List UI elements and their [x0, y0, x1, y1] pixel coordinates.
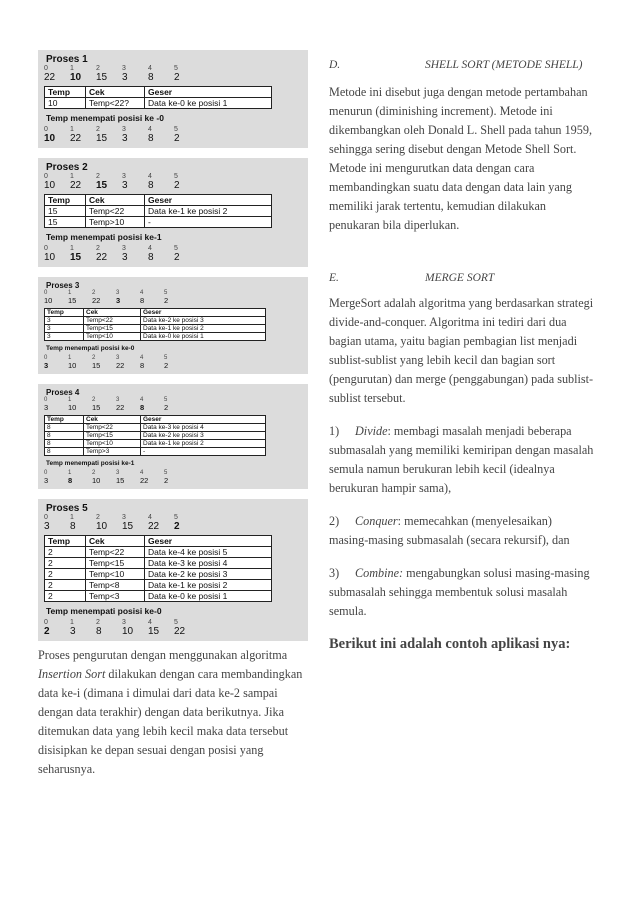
table-cell: Temp<10: [84, 333, 141, 341]
array-cell: 2: [164, 361, 169, 370]
array-cell: 10: [44, 180, 56, 191]
array-cell: 10: [70, 72, 82, 83]
index-cell: 5: [164, 355, 168, 361]
table-cell: 2: [45, 547, 86, 558]
table-row: [45, 325, 266, 333]
table-cell: Data ke-3 ke posisi 4: [141, 424, 266, 432]
index-cell: 1: [70, 65, 74, 72]
index-cell: 3: [122, 126, 126, 133]
array-cell: 15: [96, 72, 108, 83]
table-cell: 2: [45, 569, 86, 580]
array-cell: 22: [140, 476, 149, 485]
index-cell: 2: [96, 173, 100, 180]
process-note: Temp menempati posisi ke -0: [46, 113, 164, 123]
table-row: [45, 206, 272, 217]
index-cell: 5: [164, 290, 168, 296]
array-cell: 3: [44, 521, 50, 532]
index-cell: 2: [96, 126, 100, 133]
index-cell: 5: [164, 397, 168, 403]
table-cell: Data ke-0 ke posisi 1: [145, 591, 272, 602]
table-cell: Temp>10: [86, 217, 145, 228]
array-row: [44, 403, 302, 412]
index-cell: 1: [68, 397, 72, 403]
index-row: [44, 173, 302, 180]
table-header: Temp: [45, 87, 86, 98]
table-cell: Temp<22?: [86, 98, 145, 109]
table-cell: Data ke-1 ke posisi 2: [145, 206, 272, 217]
array-cell: 10: [44, 296, 53, 305]
index-cell: 5: [174, 514, 178, 521]
table-cell: Temp<22: [84, 317, 141, 325]
process-title: Proses 5: [46, 503, 88, 514]
array-cell: 15: [122, 521, 134, 532]
process-title: Proses 2: [46, 162, 88, 173]
step-combine: [329, 564, 594, 621]
table-row: [45, 333, 266, 341]
process-figure: [38, 384, 308, 489]
array-row: [44, 252, 302, 263]
index-cell: 2: [96, 65, 100, 72]
process-figure: [38, 277, 308, 374]
array-cell: 22: [116, 361, 125, 370]
step-term: Divide: [355, 424, 388, 438]
section-d-heading: [329, 56, 594, 75]
index-cell: 4: [140, 397, 144, 403]
index-cell: 1: [70, 514, 74, 521]
array-cell: 2: [164, 476, 169, 485]
table-header: Temp: [45, 309, 84, 317]
table-cell: Data ke-2 ke posisi 3: [141, 432, 266, 440]
index-cell: 4: [148, 65, 152, 72]
array-cell: 2: [44, 626, 50, 637]
array-cell: 3: [122, 180, 128, 191]
index-cell: 3: [116, 290, 120, 296]
table-header: Cek: [86, 195, 145, 206]
array-row: [44, 133, 302, 144]
table-header: Temp: [45, 195, 86, 206]
array-cell: 3: [44, 476, 49, 485]
index-cell: 2: [92, 470, 96, 476]
array-row: [44, 180, 302, 191]
table-cell: Data ke-1 ke posisi 2: [145, 580, 272, 591]
array-cell: 10: [68, 361, 77, 370]
table-row: [45, 440, 266, 448]
index-row: [44, 126, 302, 133]
array-row: [44, 476, 302, 485]
array-cell: 10: [68, 403, 77, 412]
table-header: Cek: [86, 87, 145, 98]
process-figure: [38, 499, 308, 641]
array-cell: 15: [148, 626, 160, 637]
table-cell: Temp<22: [86, 206, 145, 217]
table-cell: Data ke-3 ke posisi 4: [145, 558, 272, 569]
array-cell: 22: [92, 296, 101, 305]
index-cell: 4: [148, 619, 152, 626]
paragraph-text: dilakukan dengan cara membandingkan data ke-i (dimana i dimulai dari data ke-2 sampai dengan data terakhir) dengan data berikutnya. Jika ditemukan data yang lebih kecil maka data tersebut disisipkan ke depan sesuai dengan posisi yang seharusnya.: [38, 667, 303, 776]
table-row: [45, 432, 266, 440]
step-text: : membagi masalah menjadi beberapa submasalah yang memiliki kemiripan dengan masalah semula namun berukuran lebih kecil (idealnya berukuran hampir sama),: [329, 424, 594, 495]
table-cell: 2: [45, 591, 86, 602]
insertion-sort-description: [38, 646, 310, 779]
step-number: 1): [329, 424, 340, 438]
process-note: Temp menempati posisi ke-1: [46, 232, 162, 242]
table-row: [45, 98, 272, 109]
process-note: Temp menempati posisi ke-0: [46, 345, 135, 352]
array-cell: 3: [122, 72, 128, 83]
table-cell: Data ke-2 ke posisi 3: [141, 317, 266, 325]
table-header: Geser: [145, 536, 272, 547]
table-row: [45, 317, 266, 325]
index-cell: 0: [44, 470, 48, 476]
section-d-text: Metode ini disebut juga dengan metode pertambahan menurun (diminishing increment). Metode ini dikembangkan oleh Donald L. Shell pada tahun 1959, sehingga sering disebut dengan Metode Shell Sort. Metode ini mengurutkan data dengan cara membandingkan suatu data dengan data lain yang memiliki jarak tertentu, kemudian dilakukan penukaran bila diperlukan.: [329, 85, 592, 232]
process-note: Temp menempati posisi ke-0: [46, 606, 162, 616]
index-cell: 1: [70, 173, 74, 180]
table-cell: Temp<8: [86, 580, 145, 591]
array-row: [44, 296, 302, 305]
step-table: [44, 535, 272, 602]
array-cell: 2: [174, 521, 180, 532]
array-cell: 2: [164, 403, 169, 412]
table-cell: -: [145, 217, 272, 228]
array-cell: 8: [148, 72, 154, 83]
index-row: [44, 65, 302, 72]
table-header: Cek: [84, 309, 141, 317]
process-note: Temp menempati posisi ke-1: [46, 460, 135, 467]
array-row: [44, 72, 302, 83]
array-cell: 8: [140, 296, 145, 305]
table-cell: Temp<10: [84, 440, 141, 448]
array-cell: 2: [174, 133, 180, 144]
array-cell: 3: [44, 403, 49, 412]
array-cell: 15: [116, 476, 125, 485]
table-cell: Temp<3: [86, 591, 145, 602]
index-cell: 5: [164, 470, 168, 476]
table-cell: Temp<15: [84, 325, 141, 333]
table-cell: 3: [45, 317, 84, 325]
index-cell: 1: [70, 245, 74, 252]
index-cell: 2: [96, 514, 100, 521]
table-cell: Data ke-0 ke posisi 1: [141, 333, 266, 341]
array-cell: 8: [148, 252, 154, 263]
table-cell: Data ke-1 ke posisi 2: [141, 325, 266, 333]
table-row: [45, 558, 272, 569]
step-text: mengabungkan solusi masing-masing submasalah sehingga membentuk solusi masalah semula.: [329, 566, 590, 618]
table-cell: Data ke-1 ke posisi 2: [141, 440, 266, 448]
index-cell: 5: [174, 619, 178, 626]
process-figure: [38, 158, 308, 267]
index-cell: 0: [44, 619, 48, 626]
index-row: [44, 245, 302, 252]
index-cell: 5: [174, 245, 178, 252]
table-cell: 2: [45, 580, 86, 591]
index-cell: 3: [122, 514, 126, 521]
step-term: Combine:: [355, 566, 404, 580]
index-cell: 4: [148, 173, 152, 180]
array-cell: 2: [174, 180, 180, 191]
table-cell: 8: [45, 440, 84, 448]
index-cell: 2: [92, 290, 96, 296]
array-cell: 22: [148, 521, 160, 532]
array-cell: 15: [96, 133, 108, 144]
step-number: 3): [329, 566, 340, 580]
index-cell: 3: [122, 173, 126, 180]
index-cell: 1: [70, 619, 74, 626]
array-cell: 2: [164, 296, 169, 305]
index-cell: 3: [122, 619, 126, 626]
index-cell: 4: [140, 470, 144, 476]
array-cell: 10: [44, 133, 56, 144]
table-cell: 8: [45, 424, 84, 432]
array-cell: 22: [96, 252, 108, 263]
array-cell: 3: [70, 626, 76, 637]
array-cell: 10: [92, 476, 101, 485]
array-cell: 10: [44, 252, 56, 263]
table-header: Cek: [86, 536, 145, 547]
process-title: Proses 4: [46, 388, 80, 397]
index-cell: 0: [44, 514, 48, 521]
index-cell: 5: [174, 126, 178, 133]
table-header: Geser: [141, 309, 266, 317]
table-cell: Temp<15: [86, 558, 145, 569]
index-cell: 0: [44, 65, 48, 72]
table-header: Geser: [141, 416, 266, 424]
array-cell: 3: [116, 296, 121, 305]
array-cell: 15: [92, 361, 101, 370]
index-cell: 3: [122, 245, 126, 252]
array-cell: 3: [122, 133, 128, 144]
array-cell: 8: [70, 521, 76, 532]
table-cell: Data ke-0 ke posisi 1: [145, 98, 272, 109]
index-cell: 1: [68, 355, 72, 361]
section-e-heading: [329, 269, 594, 288]
array-cell: 15: [68, 296, 77, 305]
insertion-sort-figures: [38, 50, 308, 651]
table-cell: Temp<15: [84, 432, 141, 440]
table-cell: Data ke-4 ke posisi 5: [145, 547, 272, 558]
array-cell: 15: [96, 180, 108, 191]
step-table: [44, 308, 266, 341]
array-cell: 8: [148, 180, 154, 191]
process-title: Proses 3: [46, 281, 80, 290]
paragraph-text: Proses pengurutan dengan menggunakan algoritma: [38, 648, 288, 662]
table-cell: 8: [45, 432, 84, 440]
index-cell: 4: [140, 355, 144, 361]
table-cell: 10: [45, 98, 86, 109]
array-cell: 2: [174, 72, 180, 83]
table-cell: Temp<22: [86, 547, 145, 558]
table-cell: Temp>3: [84, 448, 141, 456]
index-cell: 5: [174, 65, 178, 72]
array-cell: 8: [148, 133, 154, 144]
step-conquer: [329, 512, 594, 550]
table-cell: 15: [45, 206, 86, 217]
section-label: D.: [329, 59, 341, 71]
index-cell: 3: [122, 65, 126, 72]
array-cell: 15: [70, 252, 82, 263]
step-number: 2): [329, 514, 340, 528]
table-row: [45, 217, 272, 228]
index-cell: 2: [92, 355, 96, 361]
step-text: : memecahkan (menyelesaikan) masing-masing submasalah (secara rekursif), dan: [329, 514, 570, 547]
table-header: Geser: [145, 87, 272, 98]
table-header: Temp: [45, 536, 86, 547]
index-cell: 4: [148, 514, 152, 521]
index-cell: 4: [148, 245, 152, 252]
table-cell: 3: [45, 333, 84, 341]
index-row: [44, 514, 302, 521]
section-label: E.: [329, 272, 339, 284]
index-cell: 3: [116, 355, 120, 361]
array-row: [44, 361, 302, 370]
table-cell: 3: [45, 325, 84, 333]
table-row: [45, 580, 272, 591]
table-cell: -: [141, 448, 266, 456]
step-table: [44, 415, 266, 456]
array-cell: 8: [96, 626, 102, 637]
table-cell: Data ke-2 ke posisi 3: [145, 569, 272, 580]
index-cell: 3: [116, 470, 120, 476]
index-cell: 1: [70, 126, 74, 133]
table-header: Temp: [45, 416, 84, 424]
process-figure: [38, 50, 308, 148]
table-row: [45, 448, 266, 456]
table-row: [45, 591, 272, 602]
array-cell: 8: [68, 476, 73, 485]
index-cell: 0: [44, 397, 48, 403]
index-cell: 5: [174, 173, 178, 180]
step-term: Conquer: [355, 514, 398, 528]
section-e-text: MergeSort adalah algoritma yang berdasarkan strategi divide-and-conquer. Algoritma ini tediri dari dua bagian utama, yaitu bagian pembagian list menjadi sublist-sublist yang lebih kecil dan bagian sort (pengurutan) dan merge (penggabungan) pada sublist-sublist tersebut.: [329, 296, 594, 405]
table-row: [45, 569, 272, 580]
array-cell: 2: [174, 252, 180, 263]
index-cell: 2: [96, 245, 100, 252]
table-cell: Temp<10: [86, 569, 145, 580]
array-cell: 22: [44, 72, 56, 83]
array-row: [44, 626, 302, 637]
table-cell: Temp<22: [84, 424, 141, 432]
index-cell: 0: [44, 355, 48, 361]
index-cell: 4: [140, 290, 144, 296]
array-cell: 8: [140, 403, 145, 412]
index-cell: 0: [44, 290, 48, 296]
index-cell: 3: [116, 397, 120, 403]
array-cell: 10: [96, 521, 108, 532]
index-cell: 4: [148, 126, 152, 133]
array-row: [44, 521, 302, 532]
process-title: Proses 1: [46, 54, 88, 65]
array-cell: 8: [140, 361, 145, 370]
table-row: [45, 547, 272, 558]
array-cell: 22: [174, 626, 186, 637]
array-cell: 10: [122, 626, 134, 637]
index-row: [44, 619, 302, 626]
array-cell: 3: [122, 252, 128, 263]
array-cell: 15: [92, 403, 101, 412]
index-cell: 1: [68, 470, 72, 476]
table-cell: 2: [45, 558, 86, 569]
table-cell: 15: [45, 217, 86, 228]
closing-heading: Berikut ini adalah contoh aplikasi nya:: [329, 636, 571, 652]
index-cell: 1: [68, 290, 72, 296]
table-row: [45, 424, 266, 432]
table-header: Geser: [145, 195, 272, 206]
step-table: [44, 86, 272, 109]
array-cell: 22: [70, 133, 82, 144]
right-column: [329, 56, 594, 654]
step-divide: [329, 422, 594, 498]
step-table: [44, 194, 272, 228]
array-cell: 22: [116, 403, 125, 412]
index-cell: 0: [44, 126, 48, 133]
section-title: MERGE SORT: [425, 272, 495, 284]
array-cell: 3: [44, 361, 49, 370]
paragraph-term: Insertion Sort: [38, 667, 106, 681]
array-cell: 22: [70, 180, 82, 191]
index-cell: 0: [44, 173, 48, 180]
table-header: Cek: [84, 416, 141, 424]
section-title: SHELL SORT (METODE SHELL): [425, 59, 583, 71]
index-cell: 2: [96, 619, 100, 626]
index-cell: 2: [92, 397, 96, 403]
index-cell: 0: [44, 245, 48, 252]
table-cell: 8: [45, 448, 84, 456]
